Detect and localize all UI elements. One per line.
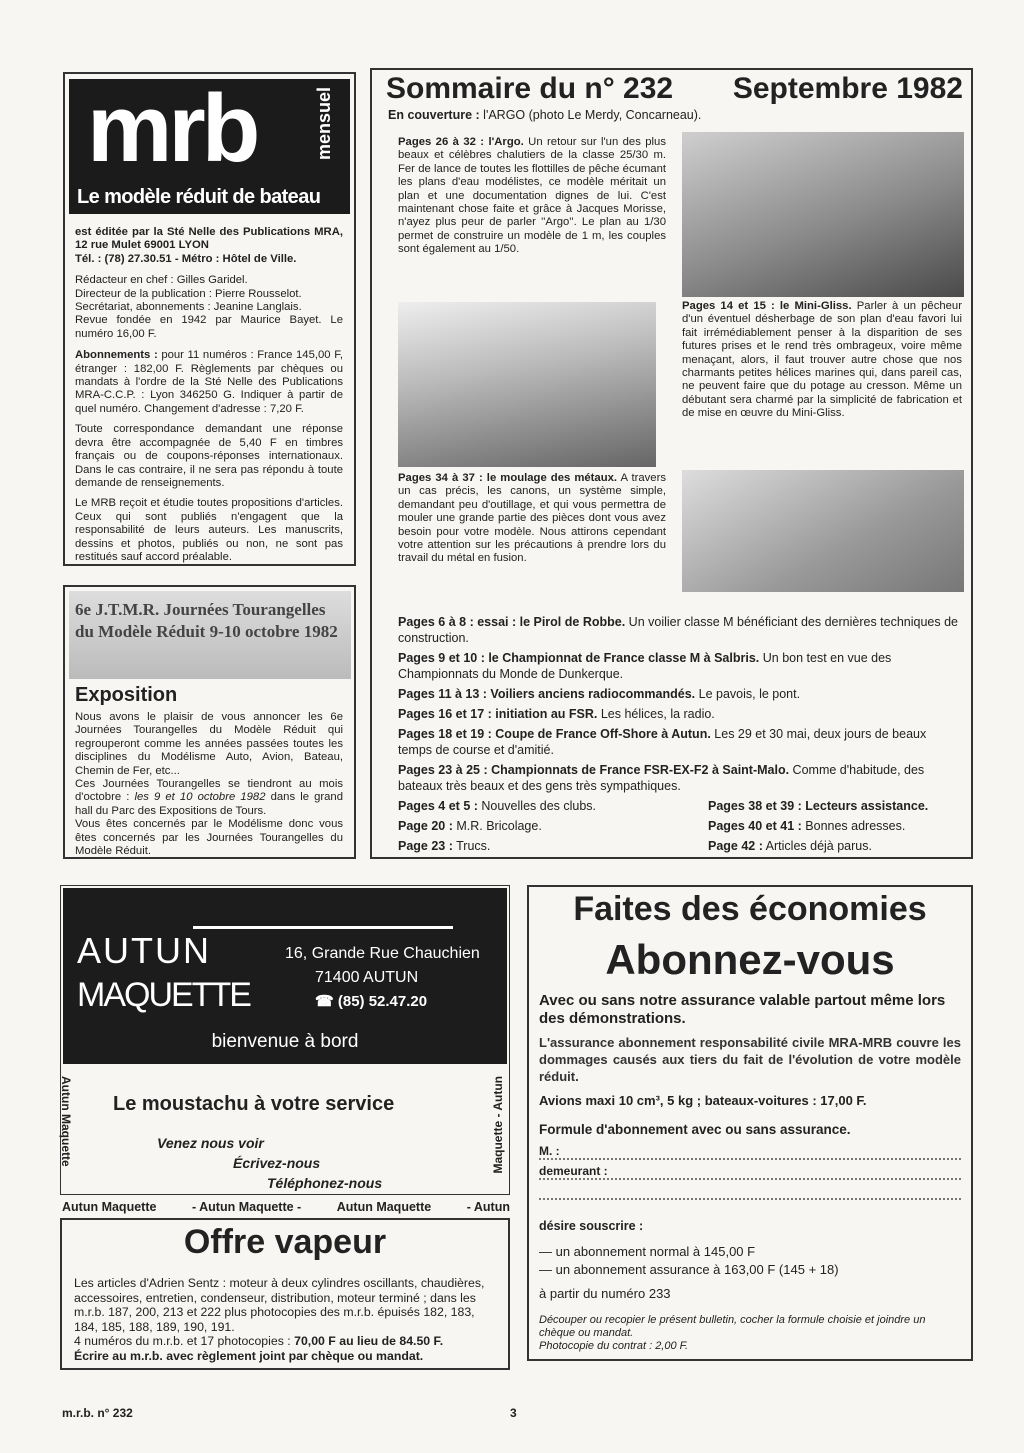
assurance-text: L'assurance abonnement responsabilité civile MRA-MRB couvre les dommages causés aux tiers du fait de l'évolution de votre modèle réduit. xyxy=(539,1035,961,1084)
abonnez-title: Abonnez-vous xyxy=(605,936,895,983)
autun-banner xyxy=(63,888,507,1064)
abonnez-lead: Avec ou sans notre assurance valable partout même lors des démonstrations. xyxy=(539,992,946,1027)
sommaire-item: Pages 9 et 10 : le Championnat de France classe M à Salbris. Un bon test en vue des Championnats du Monde de Dunkerque. xyxy=(398,651,892,681)
side-text-right: Maquette - Autun xyxy=(491,1076,505,1174)
sommaire-box xyxy=(370,68,973,859)
argo-photo xyxy=(682,132,964,297)
sommaire-item: Pages 6 à 8 : essai : le Pirol de Robbe. Un voilier classe M bénéficiant des dernières techniques de construction. xyxy=(398,615,959,645)
vapeur-text: Les articles d'Adrien Sentz : moteur à deux cylindres oscillants, chaudières, accessoires, entretien, condenseur, distribution, moteur terminé ; dans les m.r.b. 187, 200, 213 et 222 plus photocopies des m.r.b. épuisés 182, 183, 184, 185, 188, 189, 190, 191. xyxy=(74,1276,485,1334)
mensuel-label: mensuel xyxy=(314,87,334,161)
phone-icon: ☎ xyxy=(315,993,338,1010)
option-assurance[interactable]: — un abonnement assurance à 163,00 F (145 + 18) xyxy=(539,1262,839,1277)
souscrire-label: désire souscrire : xyxy=(539,1219,644,1233)
side-text-left: Autun Maquette xyxy=(59,1076,73,1167)
autun-phone: ☎ (85) 52.47.20 xyxy=(315,993,428,1010)
autun-address-1: 16, Grande Rue Chauchien xyxy=(285,945,480,962)
footer-issue: m.r.b. n° 232 xyxy=(62,1406,133,1420)
sommaire-date: Septembre 1982 xyxy=(732,72,963,105)
autun-line-3: Téléphonez-nous xyxy=(267,1175,383,1191)
vapeur-offer: 4 numéros du m.r.b. et 17 photocopies : 70,00 F au lieu de 84.50 F. xyxy=(74,1334,444,1349)
autun-maquette-ad xyxy=(60,885,510,1195)
abonnement-box xyxy=(527,885,973,1361)
metal-cannons-photo xyxy=(682,470,964,592)
vapeur-contact: Écrire au m.r.b. avec règlement joint par chèque ou mandat. xyxy=(74,1348,424,1363)
address-field[interactable]: demeurant : xyxy=(539,1164,961,1180)
page-number: 3 xyxy=(510,1406,517,1420)
staff: Rédacteur en chef : Gilles Garidel. Directeur de la publication : Pierre Rousselot. Secrétariat, abonnements : Jeanine Langlais. Revue fondée en 1942 par Maurice Bayet. Le numéro 16,00 F. xyxy=(75,274,343,340)
cover-line: En couverture : l'ARGO (photo Le Merdy, Concarneau). xyxy=(388,108,702,122)
publisher: est éditée par la Sté Nelle des Publications MRA, 12 rue Mulet 69001 LYON Tél. : (78) 27.30.51 - Métro : Hôtel de Ville. xyxy=(75,226,343,265)
prices: Avions maxi 10 cm³, 5 kg ; bateaux-voitures : 17,00 F. xyxy=(539,1093,867,1108)
autun-logo-2: MAQUETTE xyxy=(77,976,250,1014)
sommaire-item: Pages 23 à 25 : Championnats de France FSR-EX-F2 à Saint-Malo. Comme d'habitude, des bateaux très beaux et des gens très sympathiques. xyxy=(398,763,925,793)
sommaire-item: Pages 38 et 39 : Lecteurs assistance. xyxy=(708,799,929,813)
sommaire-item: Page 20 : M.R. Bricolage. xyxy=(398,819,542,833)
autun-welcome: bienvenue à bord xyxy=(211,1031,359,1052)
moulage-article: Pages 34 à 37 : le moulage des métaux. A travers un cas précis, les canons, un système simple, demandant peu d'outillage, et qui vous permettra de mouler une grande partie des pièces dont vous avez besoin pour votre modèle. Nous attirons cependant votre attention sur les précautions à prendre lors du travail du métal en fusion. xyxy=(398,472,666,565)
autun-footer: Autun Maquette - Autun Maquette - Autun Maquette - Autun xyxy=(62,1200,510,1214)
sommaire-item: Pages 4 et 5 : Nouvelles des clubs. xyxy=(398,799,597,813)
logo-block xyxy=(69,79,350,214)
address-field-2[interactable] xyxy=(539,1184,961,1200)
form-title: Formule d'abonnement avec ou sans assurance. xyxy=(539,1122,851,1137)
exposition-banner: 6e J.T.M.R. Journées Tourangelles du Modèle Réduit 9-10 octobre 1982 xyxy=(69,591,351,679)
sommaire-item: Page 42 : Articles déjà parus. xyxy=(708,839,872,853)
economies-title: Faites des économies xyxy=(573,890,927,928)
autun-address-2: 71400 AUTUN xyxy=(315,969,419,986)
logo-subtitle: Le modèle réduit de bateau xyxy=(77,186,321,208)
sommaire-title: Sommaire du n° 232 xyxy=(386,72,674,105)
sommaire-item: Page 23 : Trucs. xyxy=(398,839,491,853)
exposition-p1: Nous avons le plaisir de vous annoncer les 6e Journées Tourangelles du Modèle Réduit qui regrouperont comme les années passées toutes les disciplines du Modélisme Auto, Avion, Bateau, Chemin de Fer, etc... xyxy=(75,711,343,777)
sommaire-item: Pages 11 à 13 : Voiliers anciens radiocommandés. Le pavois, le pont. xyxy=(398,687,801,701)
correspondance-text: Toute correspondance demandant une réponse devra être accompagnée de 5,40 F en timbres français ou de coupons-réponses internationaux. Dans le cas contraire, il ne sera pas répondu à toute demande de renseignements. xyxy=(75,423,343,489)
sommaire-item: Pages 18 et 19 : Coupe de France Off-Shore à Autun. Les 29 et 30 mai, deux jours de beaux temps de course et d'amitié. xyxy=(398,727,927,757)
autun-logo-1: AUTUN xyxy=(77,930,211,971)
cut-note: Découper ou recopier le présent bulletin, cocher la formule choisie et joindre un chèque ou mandat. xyxy=(539,1314,926,1339)
sommaire-item: Pages 16 et 17 : initiation au FSR. Les hélices, la radio. xyxy=(398,707,715,721)
sommaire-item: Pages 40 et 41 : Bonnes adresses. xyxy=(708,819,906,833)
minigliss-article: Pages 14 et 15 : le Mini-Gliss. Parler à un pêcheur d'un éventuel désherbage de son plan d'eau favori lui fait irrémédiablement penser à la disparition de ses futures prises et le rend très ombrageux, voire même menaçant, alors, il faut trouver autre chose que nos charmants petites hélices marines qui, dans pareil cas, ne peuvent faire que du potage au cresson. Même un débutant sera charmé par la simplicité de fabrication et de mise en œuvre du Mini-Gliss. xyxy=(682,300,962,420)
vapeur-title: Offre vapeur xyxy=(183,1223,387,1261)
exposition-box xyxy=(63,585,356,859)
boat-drawing-icon xyxy=(193,906,453,929)
autun-line-2: Écrivez-nous xyxy=(233,1155,321,1171)
articles-text: Le MRB reçoit et étudie toutes propositions d'articles. Ceux qui sont publiés n'engagent que la responsabilité de leurs auteurs. Les manuscrits, dessins et photos, publiés ou non, ne sont pas restitués sauf accord préalable. xyxy=(75,497,343,563)
masthead-box xyxy=(63,72,356,566)
exposition-title: Exposition xyxy=(75,684,178,706)
photocopy-note: Photocopie du contrat : 2,00 F. xyxy=(539,1340,689,1352)
name-field[interactable]: M. : xyxy=(539,1144,961,1160)
argo-article: Pages 26 à 32 : l'Argo. Un retour sur l'un des plus beaux et célèbres chalutiers de la classe 25/30 m. Fer de lance de toutes les flottilles de pêche écumant les plans d'eau modélistes, ce modèle méritait un plan et une documentation dignes de lui. C'est maintenant chose faite et grâce à Jacques Morisse, n'ayez plus peur de parler ''Argo''. Le plan au 1/30 permet de construire un modèle de 1 m, les couples sont également au 1/50. xyxy=(398,136,666,256)
offre-vapeur-box xyxy=(60,1218,510,1370)
option-normal[interactable]: — un abonnement normal à 145,00 F xyxy=(539,1244,756,1259)
autun-line-1: Venez nous voir xyxy=(157,1135,264,1151)
autun-slogan: Le moustachu à votre service xyxy=(113,1093,395,1115)
exposition-p3: Vous êtes concernés par le Modélisme donc vous êtes concernés par les Journées Tourangelles du Modèle Réduit. xyxy=(75,818,343,858)
from-issue: à partir du numéro 233 xyxy=(539,1286,671,1301)
abonnements-text: Abonnements : pour 11 numéros : France 145,00 F, étranger : 182,00 F. Règlements par chèques ou mandats à l'ordre de la Sté Nelle des Publications MRA-C.C.P. : Lyon 346250 G. Indiquer à partir de quel numéro. Changement d'adresse : 7,20 F. xyxy=(75,349,343,415)
logo: mrb xyxy=(87,79,257,182)
minigliss-photo xyxy=(398,302,656,467)
exposition-p2: Ces Journées Tourangelles se tiendront au mois d'octobre : les 9 et 10 octobre 1982 dans le grand hall du Parc des Expositions de Tours. xyxy=(75,778,343,817)
